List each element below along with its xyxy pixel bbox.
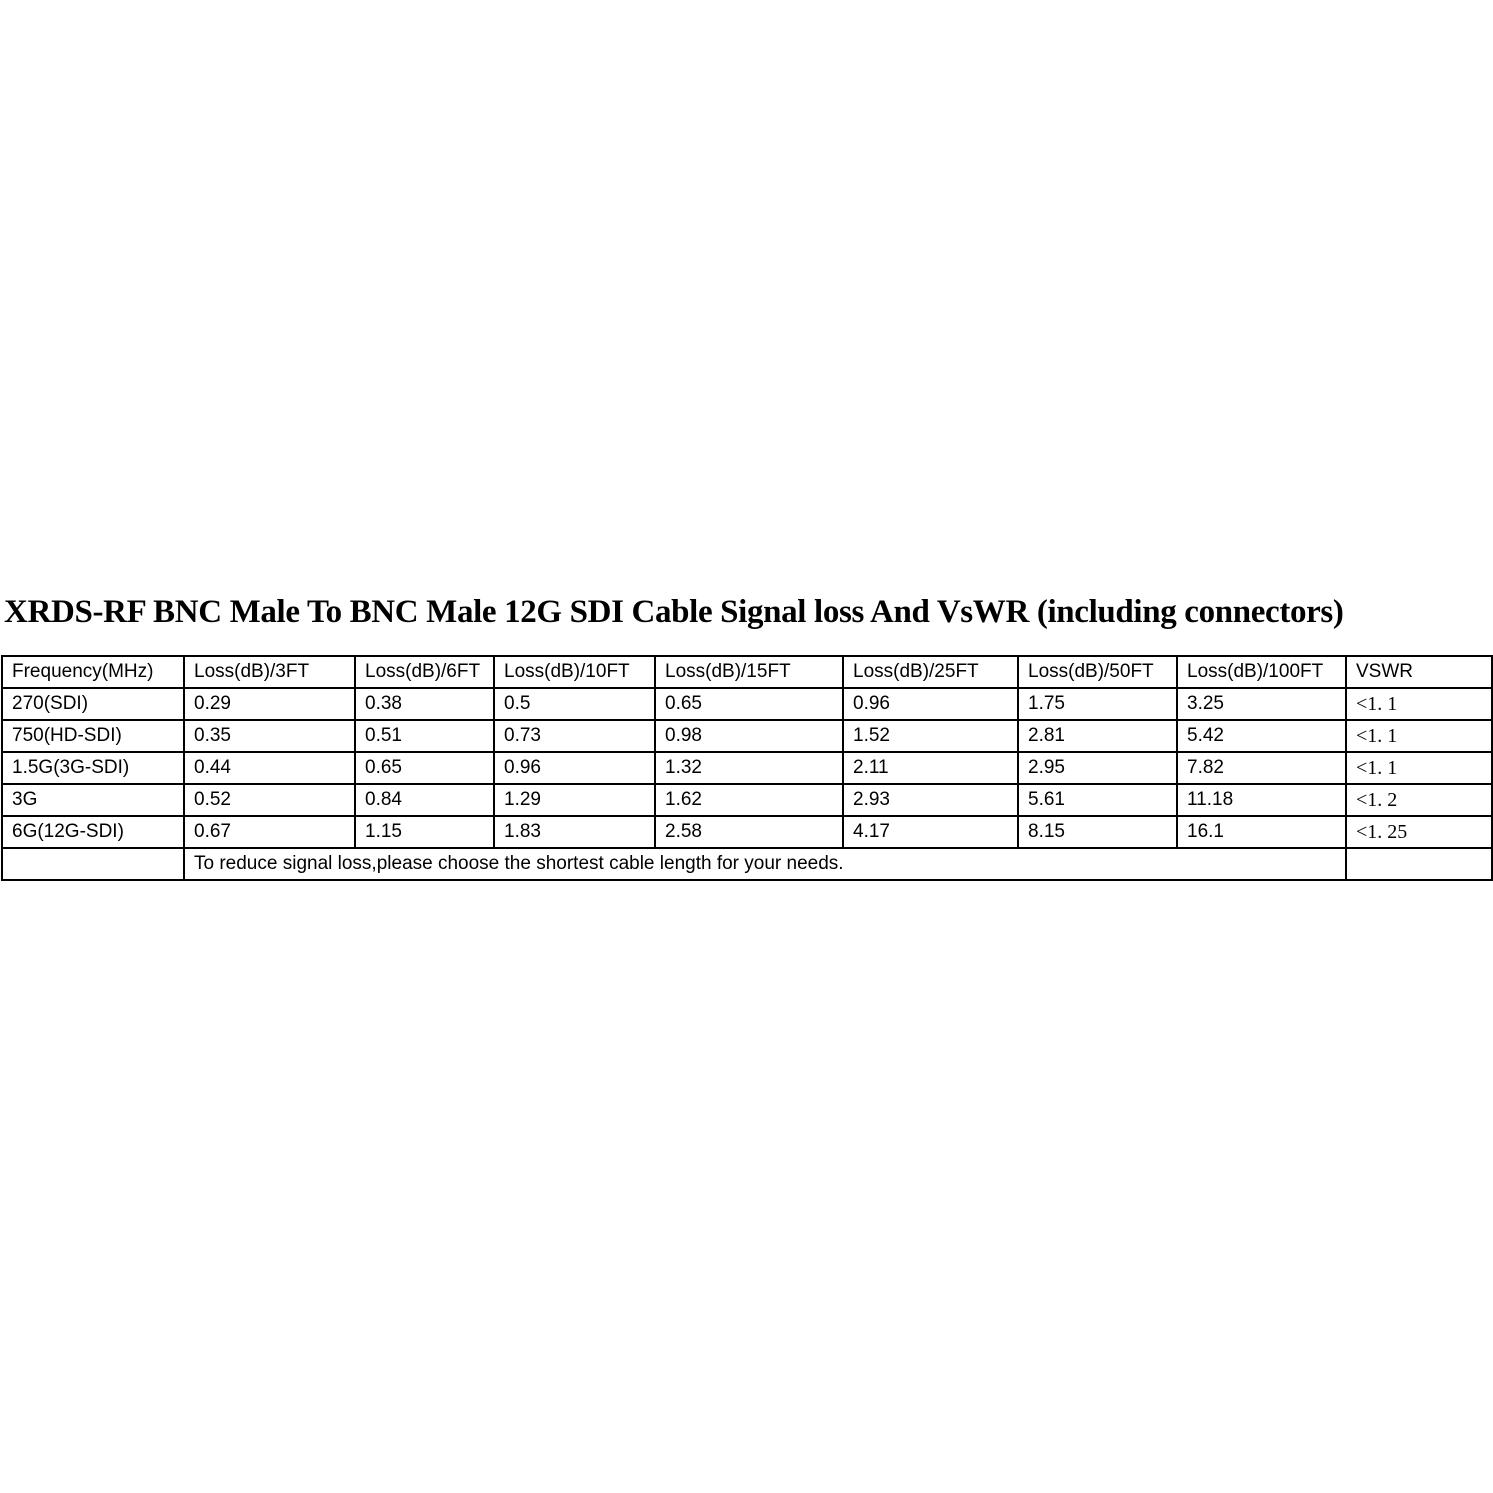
signal-loss-table bbox=[1, 655, 1493, 881]
loss-cell: 1.29 bbox=[494, 784, 655, 816]
table-row bbox=[2, 784, 1492, 816]
header-cell: Loss(dB)/6FT bbox=[355, 656, 494, 688]
loss-cell: 0.65 bbox=[655, 688, 843, 720]
frequency-cell: 270(SDI) bbox=[2, 688, 184, 720]
vswr-cell: <1. 1 bbox=[1346, 752, 1492, 784]
empty-cell bbox=[2, 848, 184, 880]
loss-cell: 16.1 bbox=[1177, 816, 1346, 848]
loss-cell: 0.35 bbox=[184, 720, 355, 752]
table-footer-row bbox=[2, 848, 1492, 880]
loss-cell: 0.96 bbox=[843, 688, 1018, 720]
loss-cell: 2.93 bbox=[843, 784, 1018, 816]
loss-cell: 0.84 bbox=[355, 784, 494, 816]
header-cell: Loss(dB)/15FT bbox=[655, 656, 843, 688]
vswr-cell: <1. 25 bbox=[1346, 816, 1492, 848]
loss-cell: 5.61 bbox=[1018, 784, 1177, 816]
loss-cell: 0.98 bbox=[655, 720, 843, 752]
header-cell: Frequency(MHz) bbox=[2, 656, 184, 688]
loss-cell: 5.42 bbox=[1177, 720, 1346, 752]
table-row bbox=[2, 752, 1492, 784]
header-cell: Loss(dB)/25FT bbox=[843, 656, 1018, 688]
loss-cell: 0.96 bbox=[494, 752, 655, 784]
frequency-cell: 750(HD-SDI) bbox=[2, 720, 184, 752]
footer-note: To reduce signal loss,please choose the shortest cable length for your needs. bbox=[184, 848, 1346, 880]
loss-cell: 0.52 bbox=[184, 784, 355, 816]
loss-cell: 1.52 bbox=[843, 720, 1018, 752]
table-row bbox=[2, 688, 1492, 720]
loss-cell: 0.38 bbox=[355, 688, 494, 720]
loss-cell: 11.18 bbox=[1177, 784, 1346, 816]
header-cell: Loss(dB)/10FT bbox=[494, 656, 655, 688]
frequency-cell: 3G bbox=[2, 784, 184, 816]
loss-cell: 4.17 bbox=[843, 816, 1018, 848]
table-row bbox=[2, 816, 1492, 848]
vswr-cell: <1. 1 bbox=[1346, 720, 1492, 752]
loss-cell: 0.5 bbox=[494, 688, 655, 720]
header-cell: Loss(dB)/3FT bbox=[184, 656, 355, 688]
loss-cell: 2.81 bbox=[1018, 720, 1177, 752]
loss-cell: 0.65 bbox=[355, 752, 494, 784]
vswr-cell: <1. 2 bbox=[1346, 784, 1492, 816]
loss-cell: 0.73 bbox=[494, 720, 655, 752]
loss-cell: 8.15 bbox=[1018, 816, 1177, 848]
loss-cell: 0.51 bbox=[355, 720, 494, 752]
frequency-cell: 6G(12G-SDI) bbox=[2, 816, 184, 848]
loss-cell: 1.62 bbox=[655, 784, 843, 816]
header-cell: VSWR bbox=[1346, 656, 1492, 688]
header-cell: Loss(dB)/100FT bbox=[1177, 656, 1346, 688]
loss-cell: 1.83 bbox=[494, 816, 655, 848]
loss-cell: 2.95 bbox=[1018, 752, 1177, 784]
loss-cell: 1.75 bbox=[1018, 688, 1177, 720]
loss-cell: 3.25 bbox=[1177, 688, 1346, 720]
table-header-row bbox=[2, 656, 1492, 688]
loss-cell: 2.11 bbox=[843, 752, 1018, 784]
table-row bbox=[2, 720, 1492, 752]
loss-cell: 0.67 bbox=[184, 816, 355, 848]
frequency-cell: 1.5G(3G-SDI) bbox=[2, 752, 184, 784]
vswr-cell: <1. 1 bbox=[1346, 688, 1492, 720]
loss-cell: 0.44 bbox=[184, 752, 355, 784]
header-cell: Loss(dB)/50FT bbox=[1018, 656, 1177, 688]
loss-cell: 1.15 bbox=[355, 816, 494, 848]
page-title: XRDS-RF BNC Male To BNC Male 12G SDI Cable Signal loss And VsWR (including connectors) bbox=[4, 594, 1344, 630]
loss-cell: 7.82 bbox=[1177, 752, 1346, 784]
loss-cell: 2.58 bbox=[655, 816, 843, 848]
empty-cell bbox=[1346, 848, 1492, 880]
loss-cell: 1.32 bbox=[655, 752, 843, 784]
loss-cell: 0.29 bbox=[184, 688, 355, 720]
